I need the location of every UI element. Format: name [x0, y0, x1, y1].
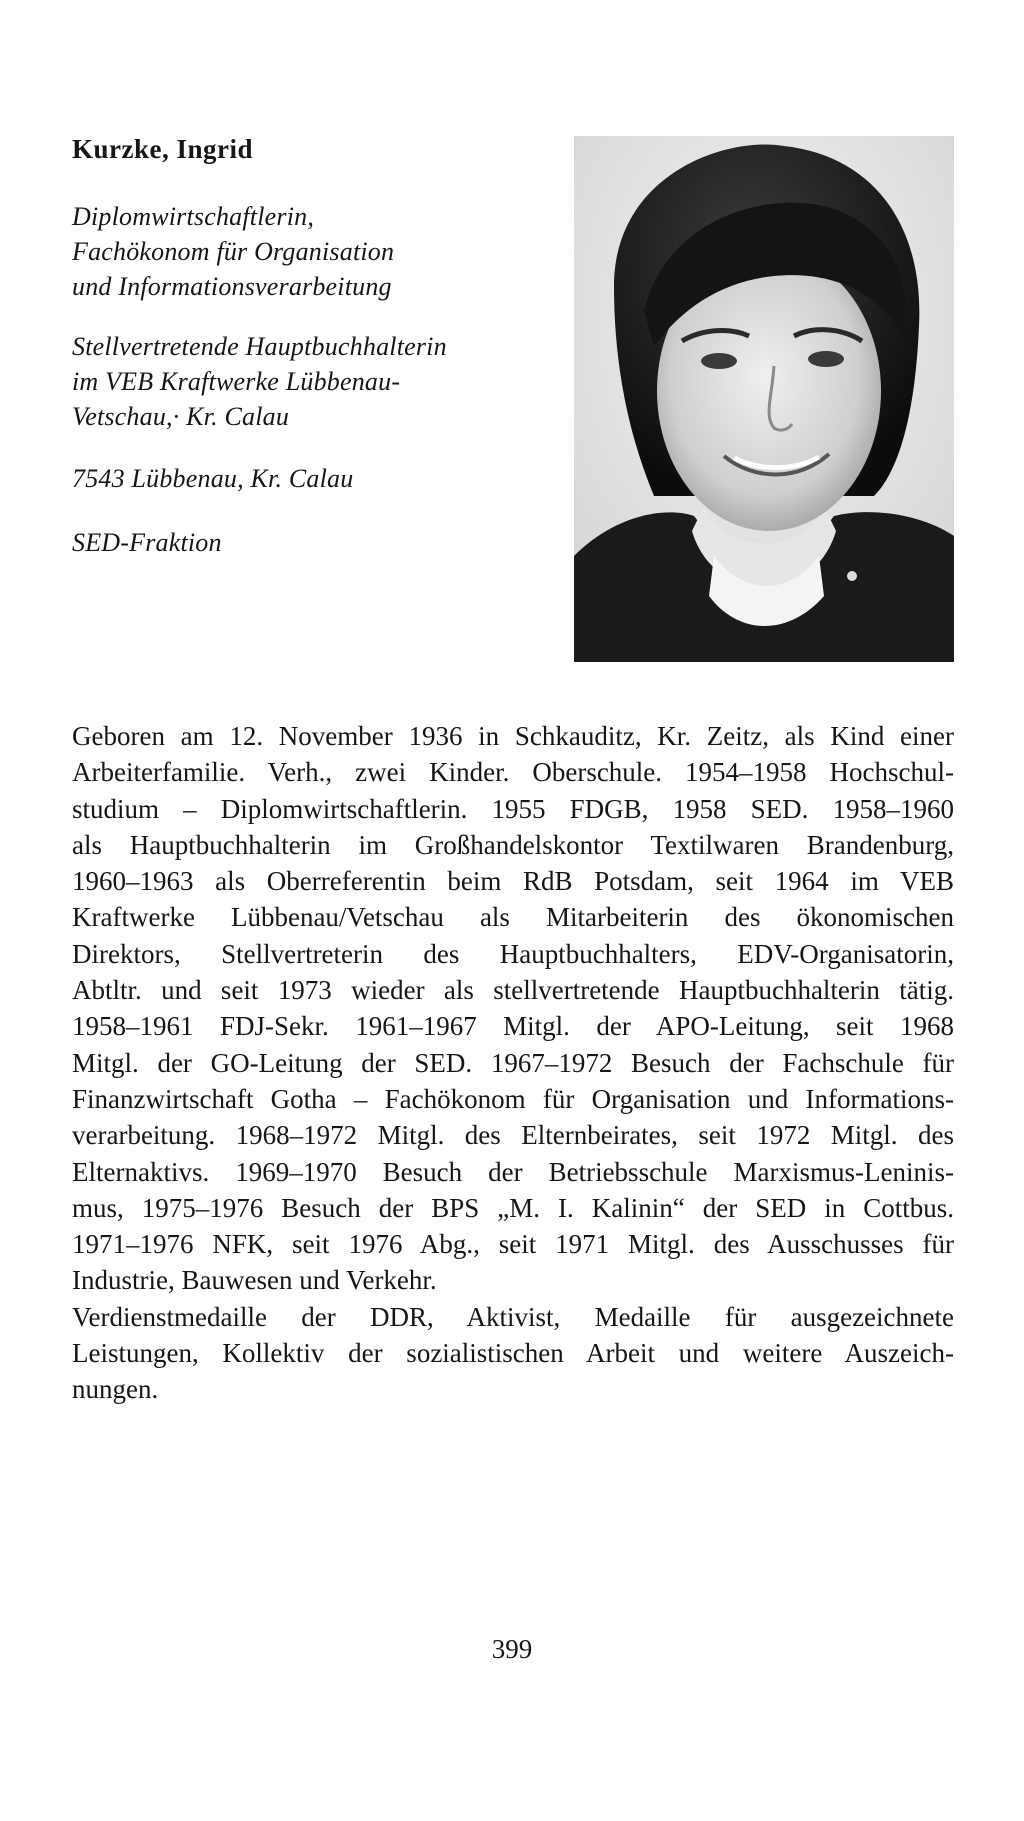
qualification-line: und Informationsverarbeitung	[72, 272, 392, 301]
biography-line: Elternaktivs. 1969–1970 Besuch der Betriebsschule Marxismus-Leninis-	[72, 1156, 954, 1187]
biography-line: 1958–1961 FDJ-Sekr. 1961–1967 Mitgl. der APO-Leitung, seit 1968	[72, 1011, 954, 1042]
position-line: im VEB Kraftwerke Lübbenau-	[72, 367, 401, 396]
qualification-line: Fachökonom für Organisation	[72, 237, 395, 266]
biography-line: Mitgl. der GO-Leitung der SED. 1967–1972 Besuch der Fachschule für	[72, 1047, 954, 1078]
qualification-line: Diplomwirtschaftlerin,	[72, 202, 315, 231]
qualifications	[72, 199, 394, 304]
awards-line: nungen.	[72, 1374, 159, 1405]
awards-line: Leistungen, Kollektiv der sozialistischen Arbeit und weitere Auszeich-	[72, 1338, 954, 1369]
portrait-photo	[574, 136, 954, 662]
awards-line: Verdienstmedaille der DDR, Aktivist, Medaille für ausgezeichnete	[72, 1301, 954, 1332]
biography-line: studium – Diplomwirtschaftlerin. 1955 FDGB, 1958 SED. 1958–1960	[72, 793, 954, 824]
biography-line: mus, 1975–1976 Besuch der BPS „M. I. Kalinin“ der SED in Cottbus.	[72, 1192, 954, 1223]
position-line: Vetschau,· Kr. Calau	[72, 402, 290, 431]
faction-line: SED-Fraktion	[72, 528, 222, 557]
page-number: 399	[491, 1634, 533, 1664]
biography-line: Finanzwirtschaft Gotha – Fachökonom für Organisation und Informations-	[72, 1083, 954, 1114]
biography	[72, 718, 954, 1408]
address	[72, 461, 353, 496]
biography-line: Industrie, Bauwesen und Verkehr.	[72, 1265, 437, 1296]
biography-line: Kraftwerke Lübbenau/Vetschau als Mitarbeiterin des ökonomischen	[72, 902, 954, 933]
biography-line: verarbeitung. 1968–1972 Mitgl. des Elternbeirates, seit 1972 Mitgl. des	[72, 1120, 954, 1151]
biography-line: als Hauptbuchhalterin im Großhandelskontor Textilwaren Brandenburg,	[72, 829, 954, 860]
biography-line: Arbeiterfamilie. Verh., zwei Kinder. Oberschule. 1954–1958 Hochschul-	[72, 757, 954, 788]
address-line: 7543 Lübbenau, Kr. Calau	[72, 464, 354, 493]
job-position	[72, 329, 447, 434]
biography-line: Direktors, Stellvertreterin des Hauptbuchhalters, EDV-Organisatorin,	[72, 938, 954, 969]
biography-line: Abtltr. und seit 1973 wieder als stellvertretende Hauptbuchhalterin tätig.	[72, 975, 954, 1006]
biography-line: Geboren am 12. November 1936 in Schkauditz, Kr. Zeitz, als Kind einer	[72, 721, 954, 751]
biography-line: 1971–1976 NFK, seit 1976 Abg., seit 1971 Mitgl. des Ausschusses für	[72, 1229, 954, 1260]
biography-line: 1960–1963 als Oberreferentin beim RdB Potsdam, seit 1964 im VEB	[72, 866, 954, 897]
person-name: Kurzke, Ingrid	[72, 134, 254, 164]
position-line: Stellvertretende Hauptbuchhalterin	[72, 332, 447, 361]
faction	[72, 525, 222, 560]
